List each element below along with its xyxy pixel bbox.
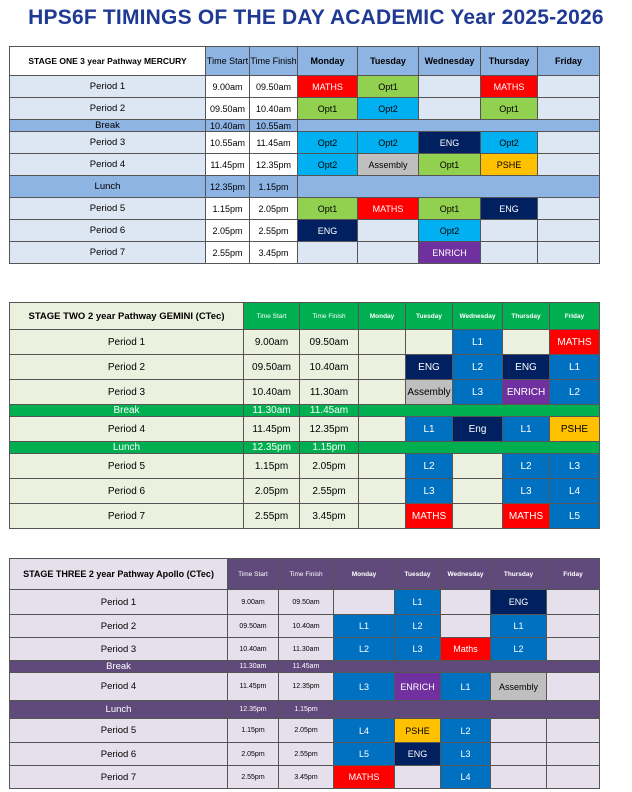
day-header-friday: Friday: [547, 559, 600, 590]
lesson-cell: L3: [441, 743, 491, 766]
time-finish: 2.05pm: [300, 454, 359, 479]
lesson-cell: Opt2: [481, 132, 538, 154]
empty-cell: [547, 719, 600, 743]
lesson-cell: ENG: [419, 132, 481, 154]
lesson-cell: Eng: [453, 417, 503, 442]
stage-two-timetable: [9, 302, 600, 529]
lesson-cell: L1: [491, 615, 547, 638]
empty-cell: [538, 154, 600, 176]
period-label: Period 5: [10, 454, 244, 479]
empty-cell: [538, 132, 600, 154]
time-start: 09.50am: [228, 615, 279, 638]
time-start: 9.00am: [206, 76, 250, 98]
stage-name: STAGE TWO 2 year Pathway GEMINI (CTec): [10, 303, 244, 330]
empty-cell: [491, 766, 547, 789]
time-finish: 10.40am: [300, 355, 359, 380]
lesson-cell: PSHE: [481, 154, 538, 176]
empty-cell: [538, 220, 600, 242]
time-start: 1.15pm: [206, 198, 250, 220]
time-finish: 11.30am: [279, 638, 334, 661]
time-finish: 12.35pm: [250, 154, 298, 176]
period-label: Period 2: [10, 355, 244, 380]
time-finish: 11.45am: [279, 661, 334, 673]
time-finish-header: Time Finish: [279, 559, 334, 590]
lesson-cell: MATHS: [358, 198, 419, 220]
period-label: Period 1: [10, 76, 206, 98]
time-start: 2.55pm: [228, 766, 279, 789]
lesson-cell: L2: [503, 454, 550, 479]
period-row: [10, 198, 600, 220]
time-finish: 3.45pm: [250, 242, 298, 264]
break-row: [10, 405, 600, 417]
time-finish: 10.40am: [279, 615, 334, 638]
time-finish: 1.15pm: [279, 701, 334, 719]
time-start: 09.50am: [206, 98, 250, 120]
period-label: Period 4: [10, 417, 244, 442]
lesson-cell: L2: [491, 638, 547, 661]
time-finish-header: Time Finish: [300, 303, 359, 330]
period-label: Period 4: [10, 154, 206, 176]
time-start: 11.45pm: [228, 673, 279, 701]
day-header-tuesday: Tuesday: [395, 559, 441, 590]
stage-one-timetable: [9, 46, 600, 264]
lesson-cell: ENRICH: [395, 673, 441, 701]
lunch-fill: [359, 442, 600, 454]
empty-cell: [298, 242, 358, 264]
empty-cell: [547, 743, 600, 766]
time-start: 11.30am: [228, 661, 279, 673]
empty-cell: [481, 242, 538, 264]
lesson-cell: ENG: [503, 355, 550, 380]
break-label: Break: [10, 661, 228, 673]
lesson-cell: Opt2: [358, 132, 419, 154]
empty-cell: [359, 504, 406, 529]
period-label: Period 5: [10, 198, 206, 220]
day-header-thursday: Thursday: [491, 559, 547, 590]
lesson-cell: L5: [550, 504, 600, 529]
period-label: Period 7: [10, 504, 244, 529]
period-row: [10, 355, 600, 380]
period-row: [10, 719, 600, 743]
lesson-cell: L2: [453, 355, 503, 380]
empty-cell: [453, 479, 503, 504]
lesson-cell: L2: [395, 615, 441, 638]
period-row: [10, 479, 600, 504]
period-label: Period 5: [10, 719, 228, 743]
empty-cell: [419, 76, 481, 98]
time-start: 09.50am: [244, 355, 300, 380]
lesson-cell: MATHS: [503, 504, 550, 529]
time-finish: 11.45am: [300, 405, 359, 417]
header-row: [10, 47, 600, 76]
break-row: [10, 661, 600, 673]
period-row: [10, 590, 600, 615]
day-header-wednesday: Wednesday: [419, 47, 481, 76]
lesson-cell: L3: [503, 479, 550, 504]
day-header-friday: Friday: [550, 303, 600, 330]
lesson-cell: ENG: [481, 198, 538, 220]
lesson-cell: ENG: [491, 590, 547, 615]
lesson-cell: ENRICH: [419, 242, 481, 264]
period-row: [10, 504, 600, 529]
time-finish: 2.55pm: [300, 479, 359, 504]
empty-cell: [491, 719, 547, 743]
lunch-fill: [298, 176, 600, 198]
lesson-cell: L2: [441, 719, 491, 743]
lunch-row: [10, 701, 600, 719]
empty-cell: [538, 98, 600, 120]
period-row: [10, 615, 600, 638]
lesson-cell: L3: [550, 454, 600, 479]
lesson-cell: Assembly: [406, 380, 453, 405]
lesson-cell: MATHS: [334, 766, 395, 789]
empty-cell: [441, 615, 491, 638]
time-start-header: Time Start: [228, 559, 279, 590]
stage-name: STAGE ONE 3 year Pathway MERCURY: [10, 47, 206, 76]
lesson-cell: MATHS: [298, 76, 358, 98]
empty-cell: [359, 417, 406, 442]
period-label: Period 2: [10, 98, 206, 120]
time-start: 12.35pm: [228, 701, 279, 719]
time-finish: 2.55pm: [250, 220, 298, 242]
lesson-cell: L3: [406, 479, 453, 504]
lesson-cell: Opt2: [298, 132, 358, 154]
day-header-tuesday: Tuesday: [358, 47, 419, 76]
lesson-cell: L1: [550, 355, 600, 380]
lesson-cell: L1: [453, 330, 503, 355]
empty-cell: [359, 355, 406, 380]
day-header-friday: Friday: [538, 47, 600, 76]
period-label: Period 4: [10, 673, 228, 701]
empty-cell: [359, 380, 406, 405]
break-label: Break: [10, 120, 206, 132]
lesson-cell: L1: [441, 673, 491, 701]
empty-cell: [481, 220, 538, 242]
lesson-cell: MATHS: [481, 76, 538, 98]
lesson-cell: ENG: [406, 355, 453, 380]
period-label: Period 7: [10, 242, 206, 264]
lesson-cell: Assembly: [491, 673, 547, 701]
empty-cell: [334, 590, 395, 615]
lesson-cell: Opt2: [419, 220, 481, 242]
lesson-cell: ENRICH: [503, 380, 550, 405]
time-start: 2.05pm: [228, 743, 279, 766]
lesson-cell: L1: [503, 417, 550, 442]
period-row: [10, 743, 600, 766]
stage-name: STAGE THREE 2 year Pathway Apollo (CTec): [10, 559, 228, 590]
day-header-tuesday: Tuesday: [406, 303, 453, 330]
period-label: Period 6: [10, 743, 228, 766]
time-finish: 1.15pm: [250, 176, 298, 198]
empty-cell: [419, 98, 481, 120]
time-start: 11.30am: [244, 405, 300, 417]
empty-cell: [503, 330, 550, 355]
period-label: Period 3: [10, 638, 228, 661]
time-start: 9.00am: [244, 330, 300, 355]
period-label: Period 7: [10, 766, 228, 789]
lunch-row: [10, 176, 600, 198]
time-finish: 2.55pm: [279, 743, 334, 766]
period-row: [10, 98, 600, 120]
lunch-label: Lunch: [10, 701, 228, 719]
lesson-cell: L4: [334, 719, 395, 743]
empty-cell: [547, 638, 600, 661]
period-label: Period 2: [10, 615, 228, 638]
empty-cell: [453, 504, 503, 529]
period-row: [10, 330, 600, 355]
lesson-cell: ENG: [395, 743, 441, 766]
header-row: [10, 559, 600, 590]
lesson-cell: PSHE: [550, 417, 600, 442]
lesson-cell: MATHS: [406, 504, 453, 529]
period-row: [10, 766, 600, 789]
period-row: [10, 132, 600, 154]
lesson-cell: MATHS: [550, 330, 600, 355]
lesson-cell: Opt1: [298, 98, 358, 120]
time-start: 11.45pm: [244, 417, 300, 442]
empty-cell: [547, 615, 600, 638]
empty-cell: [453, 454, 503, 479]
time-finish: 3.45pm: [300, 504, 359, 529]
period-row: [10, 242, 600, 264]
period-row: [10, 673, 600, 701]
lesson-cell: L3: [453, 380, 503, 405]
time-start: 1.15pm: [228, 719, 279, 743]
day-header-monday: Monday: [298, 47, 358, 76]
lesson-cell: L4: [441, 766, 491, 789]
break-fill: [359, 405, 600, 417]
period-label: Period 3: [10, 380, 244, 405]
lunch-label: Lunch: [10, 442, 244, 454]
page-title: HPS6F TIMINGS OF THE DAY ACADEMIC Year 2025-2026: [28, 6, 604, 29]
header-row: [10, 303, 600, 330]
time-finish: 1.15pm: [300, 442, 359, 454]
time-start: 2.05pm: [206, 220, 250, 242]
lesson-cell: L4: [550, 479, 600, 504]
lesson-cell: ENG: [298, 220, 358, 242]
lesson-cell: Opt1: [298, 198, 358, 220]
empty-cell: [538, 76, 600, 98]
time-start: 12.35pm: [244, 442, 300, 454]
lesson-cell: Opt2: [358, 98, 419, 120]
lesson-cell: L2: [334, 638, 395, 661]
period-label: Period 1: [10, 590, 228, 615]
period-label: Period 3: [10, 132, 206, 154]
time-start: 2.55pm: [244, 504, 300, 529]
day-header-thursday: Thursday: [481, 47, 538, 76]
break-row: [10, 120, 600, 132]
stage-three-timetable: [9, 558, 600, 789]
time-finish: 2.05pm: [250, 198, 298, 220]
lesson-cell: L1: [395, 590, 441, 615]
lesson-cell: L3: [395, 638, 441, 661]
time-start: 10.55am: [206, 132, 250, 154]
empty-cell: [547, 673, 600, 701]
lunch-row: [10, 442, 600, 454]
time-finish: 11.30am: [300, 380, 359, 405]
lesson-cell: Opt2: [298, 154, 358, 176]
time-start: 10.40am: [206, 120, 250, 132]
break-label: Break: [10, 405, 244, 417]
period-label: Period 1: [10, 330, 244, 355]
lesson-cell: L2: [550, 380, 600, 405]
empty-cell: [395, 766, 441, 789]
time-finish: 3.45pm: [279, 766, 334, 789]
time-finish: 2.05pm: [279, 719, 334, 743]
empty-cell: [359, 479, 406, 504]
empty-cell: [547, 766, 600, 789]
time-start-header: Time Start: [244, 303, 300, 330]
day-header-wednesday: Wednesday: [453, 303, 503, 330]
break-fill: [334, 661, 600, 673]
time-finish: 09.50am: [250, 76, 298, 98]
empty-cell: [538, 198, 600, 220]
day-header-wednesday: Wednesday: [441, 559, 491, 590]
time-start: 11.45pm: [206, 154, 250, 176]
time-start: 9.00am: [228, 590, 279, 615]
period-row: [10, 154, 600, 176]
period-row: [10, 454, 600, 479]
lunch-label: Lunch: [10, 176, 206, 198]
empty-cell: [538, 242, 600, 264]
time-start: 12.35pm: [206, 176, 250, 198]
time-start-header: Time Start: [206, 47, 250, 76]
empty-cell: [406, 330, 453, 355]
time-finish: 12.35pm: [300, 417, 359, 442]
time-finish: 09.50am: [279, 590, 334, 615]
empty-cell: [441, 590, 491, 615]
empty-cell: [491, 743, 547, 766]
time-finish: 12.35pm: [279, 673, 334, 701]
day-header-monday: Monday: [359, 303, 406, 330]
lesson-cell: Opt1: [419, 198, 481, 220]
period-row: [10, 638, 600, 661]
lesson-cell: L2: [406, 454, 453, 479]
time-start: 10.40am: [244, 380, 300, 405]
time-start: 1.15pm: [244, 454, 300, 479]
lesson-cell: L1: [334, 615, 395, 638]
time-start: 2.55pm: [206, 242, 250, 264]
day-header-thursday: Thursday: [503, 303, 550, 330]
time-finish-header: Time Finish: [250, 47, 298, 76]
lesson-cell: Opt1: [481, 98, 538, 120]
time-finish: 09.50am: [300, 330, 359, 355]
empty-cell: [359, 454, 406, 479]
break-fill: [298, 120, 600, 132]
period-row: [10, 76, 600, 98]
period-row: [10, 220, 600, 242]
empty-cell: [359, 330, 406, 355]
lesson-cell: L1: [406, 417, 453, 442]
empty-cell: [358, 220, 419, 242]
lesson-cell: Maths: [441, 638, 491, 661]
period-row: [10, 417, 600, 442]
lesson-cell: Opt1: [358, 76, 419, 98]
lesson-cell: L5: [334, 743, 395, 766]
day-header-monday: Monday: [334, 559, 395, 590]
time-start: 10.40am: [228, 638, 279, 661]
lesson-cell: Assembly: [358, 154, 419, 176]
period-label: Period 6: [10, 220, 206, 242]
lesson-cell: L3: [334, 673, 395, 701]
period-label: Period 6: [10, 479, 244, 504]
time-finish: 11.45am: [250, 132, 298, 154]
time-start: 2.05pm: [244, 479, 300, 504]
empty-cell: [358, 242, 419, 264]
time-finish: 10.55am: [250, 120, 298, 132]
empty-cell: [547, 590, 600, 615]
time-finish: 10.40am: [250, 98, 298, 120]
lunch-fill: [334, 701, 600, 719]
lesson-cell: Opt1: [419, 154, 481, 176]
lesson-cell: PSHE: [395, 719, 441, 743]
period-row: [10, 380, 600, 405]
